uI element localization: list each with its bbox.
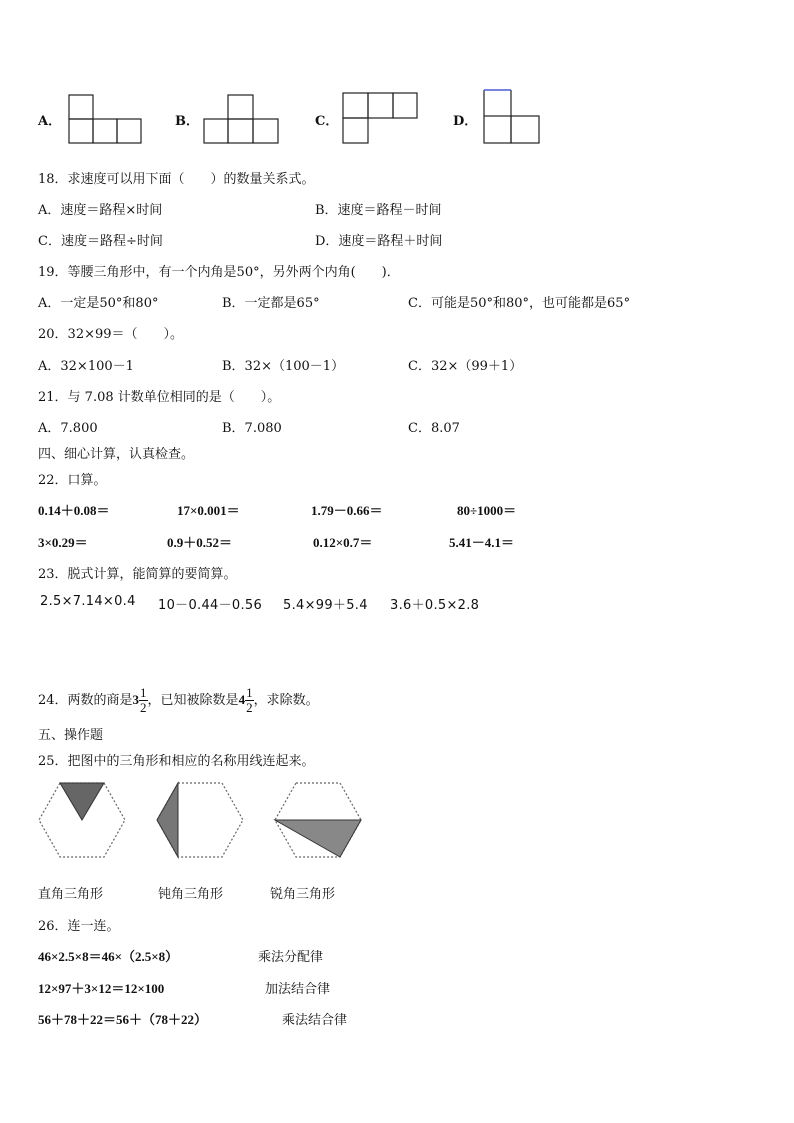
q20-stem: 20．32×99＝（ ）。 <box>38 327 184 342</box>
q23-stem: 23．脱式计算，能简算的要简算。 <box>38 567 237 582</box>
section-4-heading: 四、细心计算，认真检查。 <box>38 447 195 462</box>
q26-left-item[interactable]: 56＋78＋22＝56＋（78＋22） <box>38 1012 208 1027</box>
q21-stem: 21．与 7.08 计数单位相同的是（ ）。 <box>38 390 281 405</box>
q22-item: 5.41－4.1＝ <box>449 535 515 550</box>
q26-stem: 26．连一连。 <box>38 919 120 934</box>
q18-stem: 18．求速度可以用下面（ ）的数量关系式。 <box>38 172 315 187</box>
q25-label-obtuse-triangle[interactable]: 钝角三角形 <box>158 887 224 902</box>
q22-item: 17×0.001＝ <box>177 503 240 518</box>
q18-option-b[interactable]: B．速度＝路程－时间 <box>315 203 442 218</box>
q24-fraction-2: $\frac{1}{2}$ <box>246 685 253 715</box>
q23-expression: 10－0.44－0.56 <box>158 598 263 613</box>
q24-prefix: 24．两数的商是 <box>38 693 133 708</box>
q20-option-b[interactable]: B．32×（100－1） <box>222 359 345 374</box>
q19-option-a[interactable]: A．一定是50°和80° <box>38 296 159 311</box>
q21-option-c[interactable]: C．8.07 <box>408 421 460 436</box>
q17-option-b-label[interactable]: B． <box>175 114 199 129</box>
q20-option-c[interactable]: C．32×（99＋1） <box>408 359 523 374</box>
q22-stem: 22．口算。 <box>38 473 107 488</box>
q24-fraction-1: $\frac{1}{2}$ <box>140 685 147 715</box>
q22-item: 1.79－0.66＝ <box>311 503 383 518</box>
section-5-heading: 五、操作题 <box>38 728 104 743</box>
q25-label-right-triangle[interactable]: 直角三角形 <box>38 887 104 902</box>
q22-item: 3×0.29＝ <box>38 535 88 550</box>
q17-figure-c[interactable] <box>342 92 418 144</box>
q25-hexagon-obtuse-triangle[interactable] <box>156 782 244 858</box>
q18-option-c[interactable]: C．速度＝路程÷时间 <box>38 234 163 249</box>
q24-middle: ，已知被除数是 <box>147 693 239 708</box>
q19-stem: 19．等腰三角形中，有一个内角是50°，另外两个内角( )． <box>38 265 400 280</box>
q19-option-b[interactable]: B．一定都是65° <box>222 296 320 311</box>
q24-whole-2: 4 <box>238 692 246 707</box>
q17-option-a-label[interactable]: A． <box>38 114 62 129</box>
q22-item: 0.12×0.7＝ <box>313 535 373 550</box>
q17-figure-b[interactable] <box>203 94 279 144</box>
q26-left-item[interactable]: 12×97＋3×12＝12×100 <box>38 981 165 996</box>
q25-hexagon-acute-triangle[interactable] <box>274 782 362 858</box>
q23-expression: 2.5×7.14×0.4 <box>40 594 136 609</box>
q18-option-d[interactable]: D．速度＝路程＋时间 <box>315 234 443 249</box>
q21-option-b[interactable]: B．7.080 <box>222 421 282 436</box>
q17-option-c-label[interactable]: C． <box>315 114 339 129</box>
q23-expression: 3.6＋0.5×2.8 <box>390 598 480 613</box>
q21-option-a[interactable]: A．7.800 <box>38 421 98 436</box>
q20-option-a[interactable]: A．32×100－1 <box>38 359 134 374</box>
q25-stem: 25．把图中的三角形和相应的名称用线连起来。 <box>38 754 315 769</box>
q26-left-item[interactable]: 46×2.5×8＝46×（2.5×8） <box>38 949 179 964</box>
q17-option-d-label[interactable]: D． <box>453 114 478 129</box>
q18-option-a[interactable]: A．速度＝路程×时间 <box>38 203 163 218</box>
q22-item: 0.9＋0.52＝ <box>167 535 233 550</box>
q17-figure-d[interactable] <box>483 89 541 145</box>
q19-option-c[interactable]: C．可能是50°和80°，也可能都是65° <box>408 296 631 311</box>
q22-item: 80÷1000＝ <box>457 503 517 518</box>
q24-suffix: ，求除数。 <box>253 693 319 708</box>
q22-item: 0.14＋0.08＝ <box>38 503 110 518</box>
q17-figure-a[interactable] <box>68 94 142 144</box>
q25-label-acute-triangle[interactable]: 锐角三角形 <box>270 887 336 902</box>
q26-right-item[interactable]: 乘法结合律 <box>282 1013 348 1028</box>
q26-right-item[interactable]: 乘法分配律 <box>258 950 324 965</box>
q26-right-item[interactable]: 加法结合律 <box>265 982 331 997</box>
q24-whole-1: 3 <box>132 692 140 707</box>
q23-expression: 5.4×99＋5.4 <box>283 598 368 613</box>
q25-hexagon-right-triangle[interactable] <box>38 782 126 858</box>
q24-question <box>38 683 319 718</box>
